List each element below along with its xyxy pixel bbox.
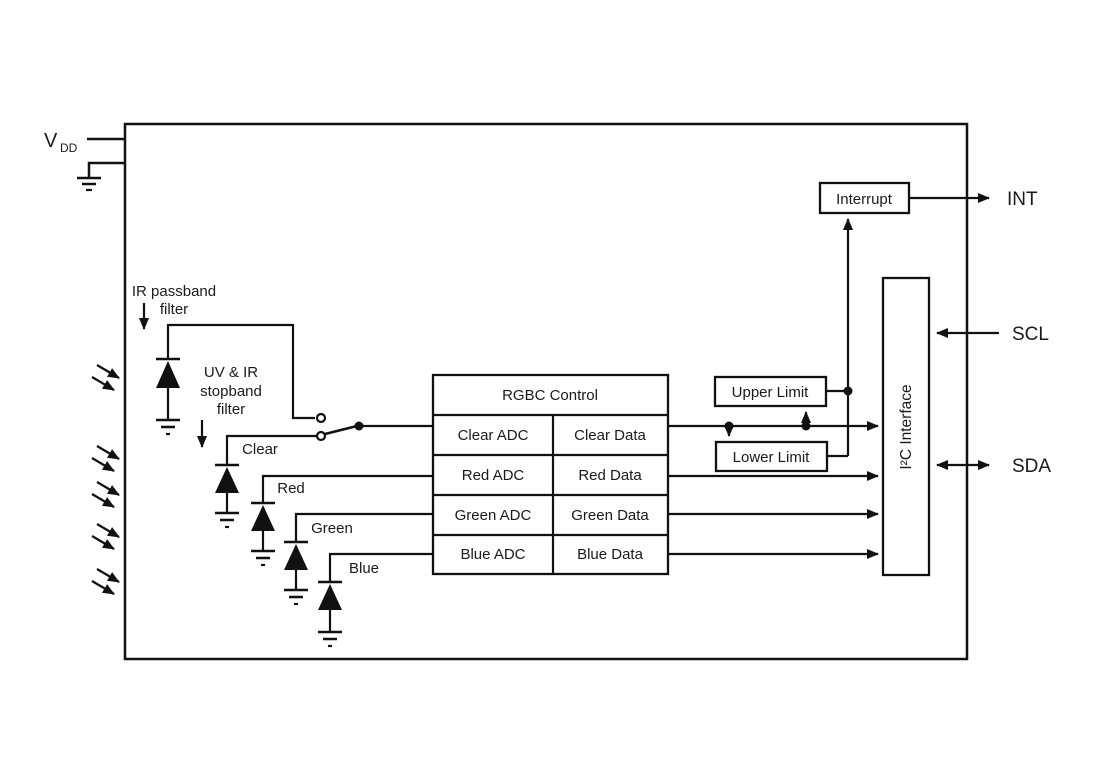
data-bus-wires	[668, 412, 878, 554]
sda-pin	[937, 456, 1051, 477]
rgbc-table-header: RGBC Control	[502, 387, 598, 404]
vdd-pin	[44, 130, 125, 155]
pin-sda-label: SDA	[1012, 456, 1052, 477]
interrupt-block	[820, 183, 1038, 213]
ir-passband-label-line1: IR passband	[131, 283, 217, 300]
green-photodiode-label: Green	[311, 520, 353, 537]
cell-clear-data: Clear Data	[574, 427, 646, 444]
pin-int-label: INT	[1007, 189, 1038, 210]
blue-photodiode-icon	[318, 554, 433, 646]
uv-ir-label-line1: UV & IR	[203, 364, 259, 381]
scl-pin	[937, 324, 1049, 345]
ground-icon	[77, 163, 125, 190]
green-photodiode-icon	[284, 514, 433, 604]
uv-ir-filter-bar	[192, 455, 205, 631]
light-rays-icon	[92, 365, 119, 594]
clear-photodiode-label: Clear	[242, 441, 278, 458]
uv-ir-label-line2: stopband	[200, 383, 262, 400]
interrupt-label: Interrupt	[836, 191, 892, 208]
vdd-label: V	[44, 130, 58, 152]
blue-photodiode-label: Blue	[348, 560, 380, 577]
upper-limit-block	[715, 377, 826, 406]
cell-blue-data: Blue Data	[577, 546, 643, 563]
ir-passband-filter-bar	[137, 336, 150, 442]
cell-blue-adc: Blue ADC	[460, 546, 526, 563]
i2c-interface-block	[883, 278, 929, 575]
ir-passband-filter	[132, 283, 216, 442]
light-ray-2	[92, 446, 119, 471]
lower-limit-block	[716, 442, 827, 471]
cell-red-adc: Red ADC	[461, 467, 525, 484]
rgbc-table	[433, 375, 668, 574]
ir-passband-label-line2: filter	[159, 301, 189, 318]
cell-clear-adc: Clear ADC	[457, 427, 529, 444]
light-ray-1	[92, 365, 119, 390]
interrupt-wires	[826, 219, 853, 456]
vdd-subscript-label: DD	[60, 141, 78, 155]
light-ray-5	[92, 569, 119, 594]
red-photodiode-label: Red	[277, 480, 305, 497]
junction-dot	[844, 387, 853, 396]
cell-green-data: Green Data	[571, 507, 649, 524]
lower-limit-label: Lower Limit	[732, 449, 810, 466]
pin-scl-label: SCL	[1012, 324, 1049, 345]
upper-limit-label: Upper Limit	[731, 384, 809, 401]
cell-green-adc: Green ADC	[454, 507, 532, 524]
uv-ir-label-line3: filter	[216, 401, 246, 418]
channel-switch-icon	[317, 414, 433, 440]
light-ray-4	[92, 524, 119, 549]
light-ray-3	[92, 482, 119, 507]
i2c-interface-label: I²C Interface	[898, 384, 915, 470]
cell-red-data: Red Data	[578, 467, 642, 484]
